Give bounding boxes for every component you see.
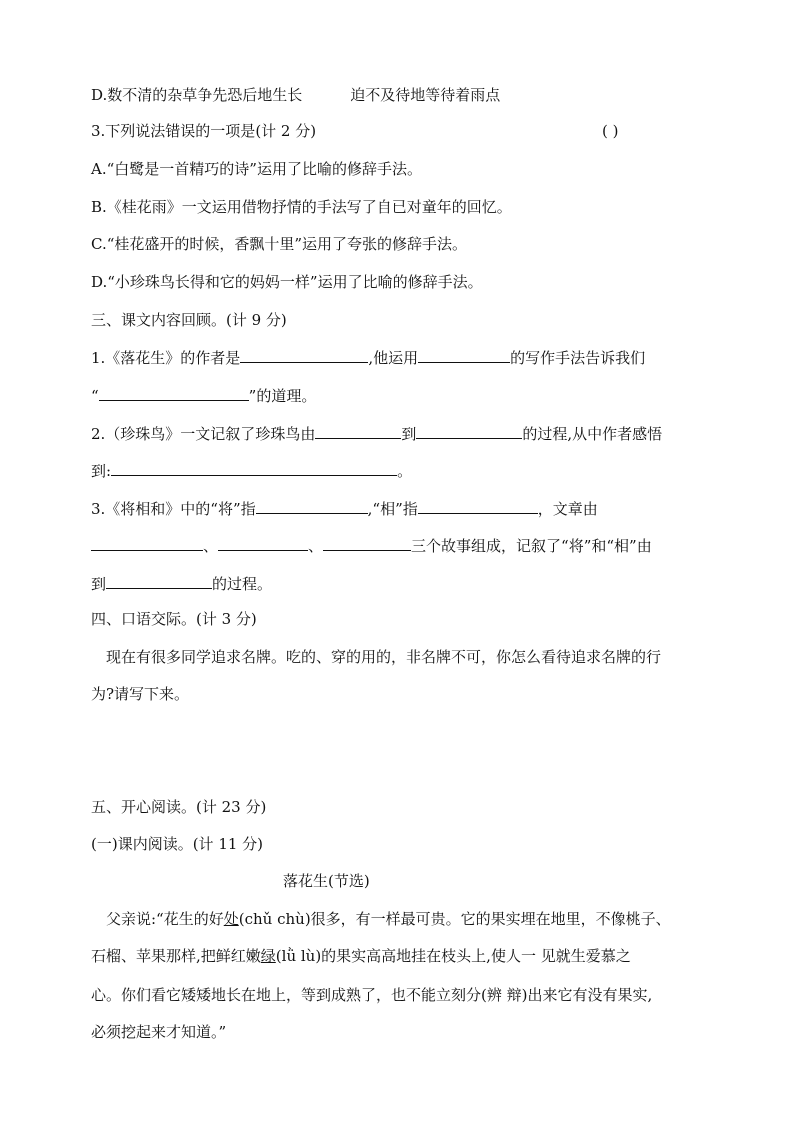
passage-line2-b: (lǜ lù)的果实高高地挂在枝头上,使人一 见就生爱慕之 xyxy=(275,947,631,965)
s3-q2-blank-to[interactable] xyxy=(416,422,522,439)
passage-line1 xyxy=(106,909,671,929)
q3-option-a: A.“白鹭是一首精巧的诗”运用了比喻的修辞手法。 xyxy=(91,160,422,178)
section4-prompt-line1: 现在有很多同学追求名牌。吃的、穿的用的，非名牌不可，你怎么看待追求名牌的行 xyxy=(106,648,662,666)
passage-underlined-chu: 处 xyxy=(223,910,239,928)
passage-line2 xyxy=(91,946,631,966)
passage-underlined-lv: 绿 xyxy=(260,947,276,965)
q3-option-b: B.《桂花雨》一文运用借物抒情的手法写了自已对童年的回忆。 xyxy=(91,198,512,216)
s3-q2-line1 xyxy=(91,422,662,444)
section3-title: 三、课文内容回顾。(计 9 分) xyxy=(91,311,287,329)
s3-q2-text-a: 2.（珍珠鸟》一文记叙了珍珠鸟由 xyxy=(91,425,316,443)
s3-q3-blank-story2[interactable] xyxy=(218,534,308,551)
s3-q1-blank-reason[interactable] xyxy=(99,384,249,401)
s3-q3-text-g: 到 xyxy=(91,575,107,593)
s3-q3-blank-story1[interactable] xyxy=(91,534,203,551)
q3-option-d: D.“小珍珠鸟长得和它的妈妈一样”运用了比喻的修辞手法。 xyxy=(91,273,483,291)
s3-q1-line2 xyxy=(91,384,316,406)
section4-title: 四、口语交际。(计 3 分) xyxy=(91,610,257,628)
s3-q3-text-b: ,“相”指 xyxy=(367,500,418,518)
s3-q3-line2 xyxy=(91,534,652,556)
s3-q3-text-e: 、 xyxy=(308,537,324,555)
s3-q3-text-c: ，文章由 xyxy=(537,500,598,518)
s3-q3-blank-story3[interactable] xyxy=(323,534,411,551)
s3-q2-text-c: 的过程,从中作者感悟 xyxy=(522,425,663,443)
passage-line1-b: (chǔ chù)很多，有一样最可贵。它的果实埋在地里，不像桃子、 xyxy=(238,910,671,928)
section4-prompt-line2: 为?请写下来。 xyxy=(91,685,190,703)
s3-q3-line1 xyxy=(91,497,598,519)
s3-q3-text-a: 3.《将相和》中的“将”指 xyxy=(91,500,256,518)
s3-q2-blank-insight[interactable] xyxy=(111,459,397,476)
s3-q2-text-d: 到: xyxy=(91,462,112,480)
s3-q2-line2 xyxy=(91,459,412,481)
passage-line3: 心。你们看它矮矮地长在地上，等到成熟了，也不能立刻分(辨 辩)出来它有没有果实, xyxy=(91,986,653,1004)
s3-q1-blank-method[interactable] xyxy=(418,346,510,363)
s3-q1-text-d: “ xyxy=(91,387,99,405)
q3-answer-paren: ( ) xyxy=(602,122,619,140)
s3-q3-blank-xiang[interactable] xyxy=(418,497,538,514)
s3-q1-text-a: 1.《落花生》的作者是 xyxy=(91,349,241,367)
section5-title: 五、开心阅读。(计 23 分) xyxy=(91,798,267,816)
s3-q3-text-d: 、 xyxy=(203,537,219,555)
s3-q3-text-h: 的过程。 xyxy=(212,575,273,593)
s3-q1-text-c: 的写作手法告诉我们 xyxy=(510,349,646,367)
section5-sub1: (一)课内阅读。(计 11 分) xyxy=(91,835,264,853)
s3-q3-line3 xyxy=(91,572,272,594)
passage-line4: 必须挖起来才知道。” xyxy=(91,1023,227,1041)
q3-stem-text: 3.下列说法错误的一项是(计 2 分) xyxy=(91,122,317,140)
s3-q1-text-b: ,他运用 xyxy=(368,349,419,367)
s3-q2-blank-from[interactable] xyxy=(315,422,401,439)
passage-line1-a: 父亲说:“花生的好 xyxy=(106,910,224,928)
s3-q1-blank-author[interactable] xyxy=(240,346,368,363)
s3-q1-text-e: ”的道理。 xyxy=(248,387,317,405)
s3-q1-line1 xyxy=(91,346,645,368)
q2-option-d xyxy=(91,85,500,105)
q2-option-d-left: D.数不清的杂草争先恐后地生长 xyxy=(91,86,303,104)
passage-line2-a: 石榴、苹果那样,把鲜红嫩 xyxy=(91,947,261,965)
s3-q2-text-e: 。 xyxy=(397,462,413,480)
s3-q3-text-f: 三个故事组成，记叙了“将”和“相”由 xyxy=(411,537,652,555)
passage-title: 落花生(节选) xyxy=(283,872,370,890)
q2-option-d-right: 迫不及待地等待着雨点 xyxy=(350,86,501,104)
s3-q3-blank-to[interactable] xyxy=(106,572,212,589)
q3-stem xyxy=(91,121,316,141)
q3-option-c: C.“桂花盛开的时候，香飘十里”运用了夸张的修辞手法。 xyxy=(91,235,468,253)
s3-q3-blank-jiang[interactable] xyxy=(256,497,368,514)
s3-q2-text-b: 到 xyxy=(401,425,417,443)
